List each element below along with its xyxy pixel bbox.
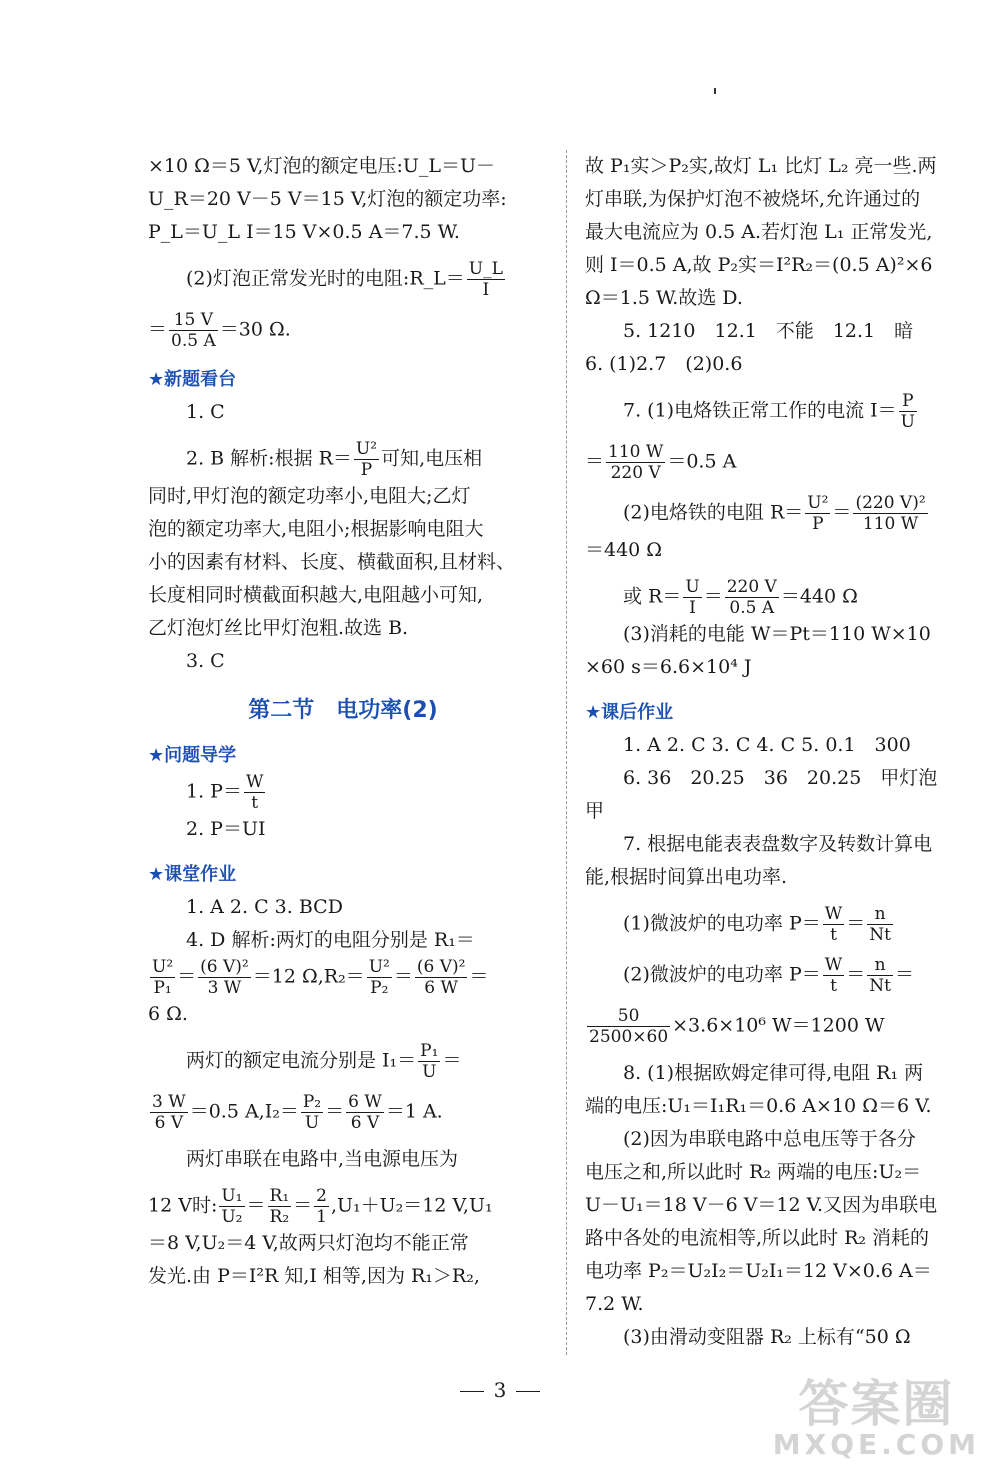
- section-heading-guide: ★问题导学: [148, 745, 237, 766]
- denominator: R₂: [269, 1207, 290, 1227]
- column-divider: [566, 150, 567, 1355]
- scan-mark: [714, 88, 716, 94]
- text: (2)微波炉的电功率 P＝: [623, 963, 821, 986]
- text-line: 8. (1)根据欧姆定律可得,电阻 R₁ 两: [623, 1062, 924, 1084]
- text: 两灯的额定电流分别是 I₁＝: [186, 1049, 417, 1072]
- formula-line: 或 R＝ $\frac{U}{I}$ ＝ $\frac{220 V}{0.5 A}$ ＝440 Ω: [623, 577, 858, 618]
- fraction: [169, 310, 218, 351]
- text-line: 乙灯泡灯丝比甲灯泡粗.故选 B.: [148, 617, 409, 639]
- denominator: t: [830, 925, 837, 945]
- fraction: [805, 493, 830, 534]
- text: ＝0.5 A,I₂＝: [189, 1100, 299, 1123]
- denominator: t: [830, 976, 837, 996]
- numerator: U²: [355, 439, 378, 459]
- formula-line: [585, 1006, 965, 1047]
- fraction: [244, 772, 265, 813]
- fraction: [867, 955, 893, 996]
- denominator: I: [482, 280, 490, 300]
- fraction: [346, 1092, 384, 1133]
- numerator: P: [899, 391, 917, 412]
- answer-line: 6. (1)2.7 (2)0.6: [585, 353, 743, 375]
- formula-line: (2)电烙铁的电阻 R＝ $\frac{\text{U²}}{P}$ ＝ $\frac{\text{(220 V)²}}{110 W}$: [623, 493, 926, 534]
- text-line: 电压之和,所以此时 R₂ 两端的电压:U₂＝: [585, 1161, 922, 1183]
- text-line: ×60 s＝6.6×10⁴ J: [585, 656, 752, 678]
- text-line: U_R＝20 V－5 V＝15 V,灯泡的额定功率:: [148, 188, 507, 210]
- numerator: 15 V: [169, 310, 218, 331]
- numerator: 6 W: [348, 1092, 382, 1112]
- text-line: 6 Ω.: [148, 1003, 188, 1025]
- text-line: ×10 Ω＝5 V,灯泡的额定电压:U_L＝U－: [148, 155, 496, 177]
- fraction: [367, 957, 392, 998]
- numerator: U₁: [221, 1186, 243, 1206]
- text-line: 能,根据时间算出电功率.: [585, 866, 788, 888]
- fraction: [823, 955, 844, 996]
- numerator: U_L: [468, 259, 503, 279]
- text: 7. (1)电烙铁正常工作的电流 I＝: [623, 399, 897, 422]
- fraction: [418, 1041, 440, 1082]
- denominator: Nt: [869, 976, 891, 996]
- numerator: n: [867, 955, 893, 976]
- text-line: 端的电压:U₁＝I₁R₁＝0.6 A×10 Ω＝6 V.: [585, 1095, 932, 1117]
- text-line: 电功率 P₂＝U₂I₂＝U₂I₁＝12 V×0.6 A＝: [585, 1260, 932, 1282]
- text-line: 7. 根据电能表表盘数字及转数计算电: [623, 833, 933, 855]
- denominator: 2500×60: [589, 1027, 669, 1047]
- fraction: [725, 577, 779, 618]
- text-line: 路中各处的电流相等,所以此时 R₂ 消耗的: [585, 1227, 930, 1249]
- numerator: W: [824, 955, 843, 975]
- text-line: P_L＝U_L I＝15 V×0.5 A＝7.5 W.: [148, 221, 460, 243]
- fraction: [823, 904, 844, 945]
- text: ＝: [148, 318, 168, 341]
- fraction: [150, 957, 175, 998]
- text: 或 R＝: [623, 585, 682, 608]
- formula-line: [148, 772, 538, 813]
- text-line: 最大电流应为 0.5 A.若灯泡 L₁ 正常发光,: [585, 221, 933, 243]
- denominator: U: [422, 1062, 437, 1082]
- formula-line: (2)微波炉的电功率 P＝ $\frac{W}{t}$ ＝ $\frac{n}{Nt}$ ＝: [623, 955, 914, 996]
- denominator: U: [900, 412, 915, 432]
- formula-line: $\frac{3 W}{6 V}$ ＝0.5 A,I₂＝ $\frac{\text{P₂}}{U}$ ＝ $\frac{6 W}{6 V}$ ＝1 A.: [152, 1092, 443, 1133]
- answer-line: 5. 1210 12.1 不能 12.1 暗: [623, 320, 914, 342]
- denominator: U₂: [221, 1207, 243, 1227]
- text: ＝440 Ω: [780, 585, 858, 608]
- numerator: U: [685, 577, 700, 597]
- denominator: 110 W: [862, 514, 919, 534]
- fraction: [301, 1092, 323, 1133]
- formula-line: $\frac{\text{U²}}{\text{P₁}}$ ＝ $\frac{\text{(6 V)²}}{3 W}$ ＝12 Ω,R₂＝ $\frac{\text{U²}}{\text{P₂}}$ ＝ $\frac{\text{(6 V)²}}{6 W}$ ＝: [152, 957, 489, 998]
- fraction: [354, 439, 379, 480]
- text: 1. P＝: [186, 780, 242, 803]
- numerator: W: [824, 904, 843, 924]
- denominator: P₂: [370, 978, 389, 998]
- page-number-value: 3: [493, 1378, 507, 1402]
- fraction: [467, 259, 505, 300]
- denominator: P₁: [153, 978, 172, 998]
- text-line: 发光.由 P＝I²R 知,I 相等,因为 R₁＞R₂,: [148, 1265, 480, 1287]
- answer-line: 1. C: [186, 401, 225, 423]
- text-line: (3)消耗的电能 W＝Pt＝110 W×10: [623, 623, 931, 645]
- numerator: 220 V: [726, 577, 777, 597]
- text: ＝1 A.: [385, 1100, 443, 1123]
- formula-line: [148, 439, 538, 480]
- formula-line: [585, 442, 965, 483]
- fraction: [853, 493, 927, 534]
- numerator: 110 W: [608, 442, 664, 462]
- answer-line: 2. P＝UI: [186, 818, 266, 840]
- text-line: 4. D 解析:两灯的电阻分别是 R₁＝: [186, 929, 475, 951]
- numerator: 3 W: [152, 1092, 186, 1112]
- text: ＝30 Ω.: [219, 318, 291, 341]
- formula-line: [585, 391, 965, 432]
- fraction: [198, 957, 251, 998]
- text: ＝0.5 A: [667, 450, 737, 473]
- text: (1)微波炉的电功率 P＝: [623, 912, 821, 935]
- text-line: 7.2 W.: [585, 1293, 644, 1315]
- answer-line: 1. A 2. C 3. BCD: [186, 896, 343, 918]
- denominator: 6 V: [154, 1113, 184, 1133]
- text-line: ＝440 Ω: [585, 539, 663, 561]
- numerator: R₁: [269, 1186, 290, 1206]
- numerator: P₁: [420, 1041, 439, 1061]
- text: (2)灯泡正常发光时的电阻:R_L＝: [186, 267, 465, 290]
- left-column: [148, 150, 538, 1293]
- fraction: [219, 1186, 244, 1227]
- text: ,U₁＋U₂＝12 V,U₁: [330, 1194, 493, 1217]
- numerator: (6 V)²: [200, 957, 249, 977]
- numerator: U²: [368, 957, 390, 977]
- formula-line: 两灯的额定电流分别是 I₁＝ $\frac{\text{P₁}}{U}$ ＝: [186, 1041, 462, 1082]
- watermark-sub: MXQE.COM: [772, 1428, 980, 1461]
- dash-left: [460, 1391, 484, 1392]
- watermark-main: 答案圈: [798, 1375, 955, 1433]
- text-line: 灯串联,为保护灯泡不被烧坏,允许通过的: [585, 188, 921, 210]
- fraction: [268, 1186, 292, 1227]
- numerator: P₂: [302, 1092, 322, 1112]
- numerator: W: [245, 772, 264, 792]
- text: ×3.6×10⁶ W＝1200 W: [672, 1014, 885, 1037]
- fraction: [150, 1092, 188, 1133]
- fraction: [606, 442, 665, 483]
- text-line: (2)因为串联电路中总电压等于各分: [623, 1128, 916, 1150]
- denominator: 3 W: [207, 978, 242, 998]
- denominator: 1: [316, 1207, 327, 1227]
- watermark-logo: [772, 1375, 980, 1461]
- text-line: 则 I＝0.5 A,故 P₂实＝I²R₂＝(0.5 A)²×6: [585, 254, 933, 276]
- text-line: U－U₁＝18 V－6 V＝12 V.又因为串联电: [585, 1194, 938, 1216]
- section-title: 第二节 电功率(2): [248, 698, 438, 723]
- numerator: U²: [152, 957, 174, 977]
- formula-line: 12 V时: $\frac{\text{U₁}}{\text{U₂}}$ ＝ $\frac{\text{R₁}}{\text{R₂}}$ ＝ $\frac{2}{1}$ ,U₁＋U₂＝12 V,U₁: [148, 1186, 493, 1227]
- section-heading-after: ★课后作业: [585, 702, 674, 723]
- text-line: (3)由滑动变阻器 R₂ 上标有“50 Ω: [623, 1326, 911, 1348]
- answer-line: 1. A 2. C 3. C 4. C 5. 0.1 300: [623, 734, 911, 756]
- denominator: 6 V: [350, 1113, 380, 1133]
- denominator: I: [689, 598, 696, 618]
- text-line: 同时,甲灯泡的额定功率小,电阻大;乙灯: [148, 485, 471, 507]
- text-line: ＝8 V,U₂＝4 V,故两只灯泡均不能正常: [148, 1232, 469, 1254]
- numerator: 50: [587, 1006, 670, 1027]
- denominator: 6 W: [424, 978, 458, 998]
- text-line: 泡的额定功率大,电阻小;根据影响电阻大: [148, 518, 484, 540]
- text: ＝: [585, 450, 605, 473]
- section-heading-new: ★新题看台: [148, 369, 237, 390]
- numerator: U²: [807, 493, 829, 513]
- fraction: [415, 957, 468, 998]
- text: 12 V时:: [148, 1194, 218, 1217]
- fraction: [899, 391, 917, 432]
- text-line: 小的因素有材料、长度、横截面积,且材料、: [148, 551, 516, 573]
- fraction: [314, 1186, 329, 1227]
- formula-line: (1)微波炉的电功率 P＝ $\frac{W}{t}$ ＝ $\frac{n}{Nt}$: [623, 904, 891, 945]
- answer-line: 甲: [585, 800, 605, 822]
- answer-line: 6. 36 20.25 36 20.25 甲灯泡: [623, 767, 938, 789]
- denominator: U: [304, 1113, 320, 1133]
- text: 2. B 解析:根据 R＝: [186, 447, 352, 470]
- text-line: 故 P₁实＞P₂实,故灯 L₁ 比灯 L₂ 亮一些.两: [585, 155, 937, 177]
- denominator: 0.5 A: [729, 598, 775, 618]
- denominator: Nt: [869, 925, 891, 945]
- section-heading-class: ★课堂作业: [148, 864, 237, 885]
- fraction: [867, 904, 893, 945]
- denominator: P: [812, 514, 824, 534]
- text: 可知,电压相: [381, 447, 483, 470]
- fraction: [683, 577, 701, 618]
- text: (2)电烙铁的电阻 R＝: [623, 501, 804, 524]
- formula-line: [148, 259, 538, 300]
- denominator: 0.5 A: [171, 331, 216, 351]
- dash-right: [516, 1391, 540, 1392]
- denominator: t: [251, 793, 259, 813]
- formula-line: [148, 310, 538, 351]
- numerator: n: [867, 904, 893, 925]
- text-line: 两灯串联在电路中,当电源电压为: [186, 1148, 459, 1170]
- numerator: (220 V)²: [855, 493, 926, 513]
- denominator: P: [360, 460, 373, 480]
- text-line: 长度相同时横截面积越大,电阻越小可知,: [148, 584, 484, 606]
- numerator: (6 V)²: [416, 957, 466, 977]
- fraction: [587, 1006, 670, 1047]
- answer-line: 3. C: [186, 650, 225, 672]
- text: ＝12 Ω,R₂＝: [252, 965, 365, 988]
- text-line: Ω＝1.5 W.故选 D.: [585, 287, 743, 309]
- numerator: 2: [316, 1186, 327, 1206]
- right-column: [585, 150, 965, 1354]
- denominator: 220 V: [610, 463, 661, 483]
